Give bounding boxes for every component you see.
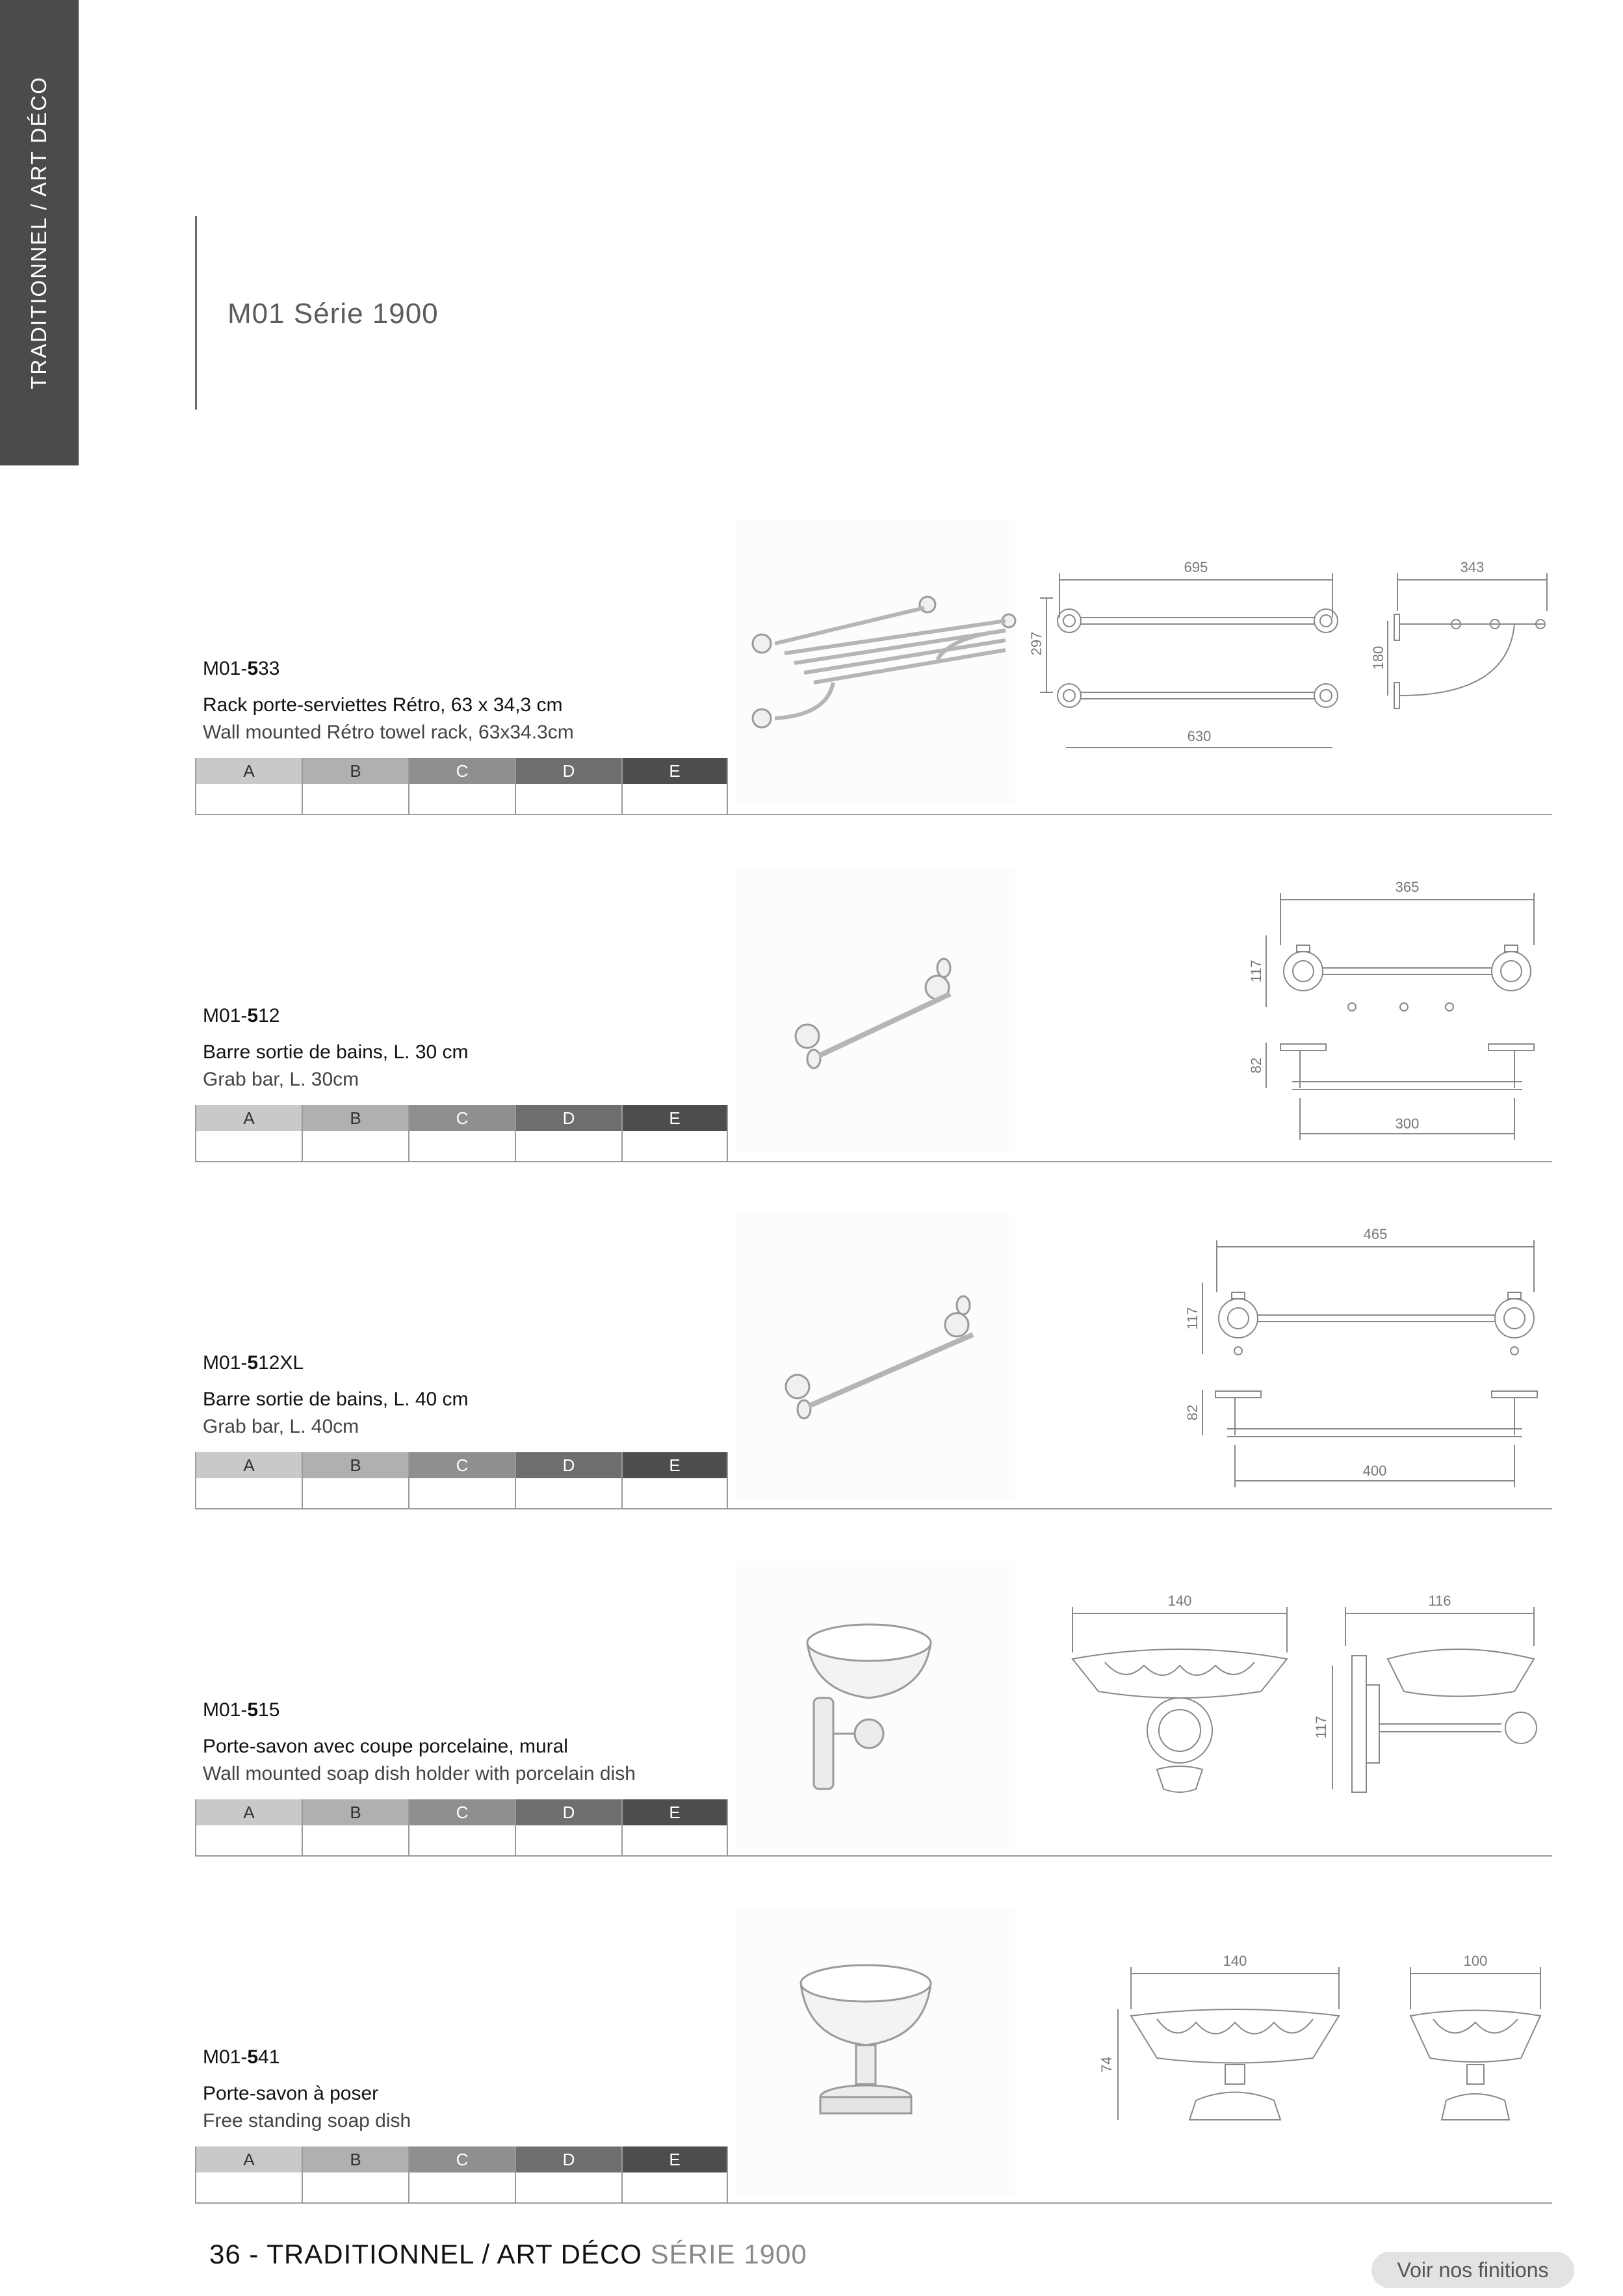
product-m01-512	[195, 867, 1552, 1212]
dim-bar-length: 630	[1187, 728, 1212, 744]
product-code: M01-533	[203, 658, 280, 679]
side-category-tab	[0, 0, 79, 465]
finish-table	[195, 2146, 728, 2204]
product-m01-515	[195, 1561, 1552, 1906]
finish-table	[195, 1105, 728, 1162]
dim-side-height: 180	[1370, 646, 1386, 670]
finish-col-e: E	[623, 1799, 727, 1825]
product-name-fr: Barre sortie de bains, L. 40 cm	[203, 1389, 469, 1410]
technical-drawing	[1184, 1221, 1553, 1513]
title-rule	[195, 216, 197, 410]
finish-col-b: B	[303, 1105, 408, 1131]
dim-width: 465	[1363, 1226, 1388, 1242]
dim-width: 365	[1395, 879, 1420, 895]
dim-width: 140	[1167, 1593, 1192, 1609]
dim-depth: 82	[1248, 1057, 1264, 1074]
product-name-en: Grab bar, L. 30cm	[203, 1069, 359, 1090]
dim-width: 695	[1184, 559, 1208, 575]
product-name-en: Wall mounted soap dish holder with porcelain dish	[203, 1763, 636, 1784]
finish-col-b: B	[303, 1799, 408, 1825]
finish-col-e: E	[623, 1452, 727, 1478]
finish-col-c: C	[409, 1105, 515, 1131]
product-code: M01-541	[203, 2046, 280, 2068]
view-finishes-button[interactable]: Voir nos finitions	[1371, 2252, 1574, 2288]
side-category-label: TRADITIONNEL / ART DÉCO	[27, 76, 51, 389]
finish-col-c: C	[409, 758, 515, 784]
dim-height: 117	[1184, 1307, 1201, 1330]
product-name-fr: Barre sortie de bains, L. 30 cm	[203, 1041, 469, 1063]
technical-drawing	[1066, 1594, 1553, 1860]
finish-col-d: D	[516, 1799, 621, 1825]
dim-depth: 100	[1463, 1953, 1488, 1969]
dim-height: 74	[1098, 2056, 1115, 2073]
finish-col-e: E	[623, 758, 727, 784]
product-name-fr: Rack porte-serviettes Rétro, 63 x 34,3 cm	[203, 694, 563, 716]
finish-col-a: A	[196, 2146, 302, 2172]
product-m01-533	[195, 520, 1552, 865]
footer-page-label: 36 - TRADITIONNEL / ART DÉCO SÉRIE 1900	[209, 2239, 807, 2269]
finish-col-d: D	[516, 2146, 621, 2172]
finish-table	[195, 1799, 728, 1857]
product-name-en: Wall mounted Rétro towel rack, 63x34.3cm	[203, 722, 574, 743]
finish-col-c: C	[409, 1799, 515, 1825]
finish-col-a: A	[196, 1799, 302, 1825]
product-m01-512xl	[195, 1214, 1552, 1559]
dim-depth: 343	[1460, 559, 1485, 575]
product-name-en: Free standing soap dish	[203, 2110, 411, 2132]
finish-col-e: E	[623, 2146, 727, 2172]
finish-table	[195, 758, 728, 815]
product-name-fr: Porte-savon à poser	[203, 2083, 379, 2104]
technical-drawing	[1079, 1948, 1553, 2208]
dim-width: 140	[1223, 1953, 1247, 1969]
technical-drawing	[1235, 874, 1553, 1166]
technical-drawing	[1028, 559, 1553, 819]
finish-col-c: C	[409, 2146, 515, 2172]
dim-depth: 116	[1428, 1593, 1451, 1609]
finish-col-a: A	[196, 758, 302, 784]
product-photo	[736, 1214, 1015, 1500]
series-title: M01 Série 1900	[227, 298, 439, 330]
product-code: M01-515	[203, 1699, 280, 1721]
product-photo	[736, 867, 1015, 1153]
finish-table	[195, 1452, 728, 1509]
dim-bar-length: 400	[1362, 1463, 1387, 1479]
product-m01-541	[195, 1909, 1552, 2253]
finish-col-b: B	[303, 2146, 408, 2172]
product-photo	[736, 1561, 1015, 1847]
dim-bar-length: 300	[1395, 1115, 1420, 1132]
finish-col-d: D	[516, 758, 621, 784]
finish-col-e: E	[623, 1105, 727, 1131]
finish-col-d: D	[516, 1452, 621, 1478]
product-name-fr: Porte-savon avec coupe porcelaine, mural	[203, 1736, 568, 1757]
dim-height: 117	[1248, 959, 1264, 983]
finish-col-a: A	[196, 1452, 302, 1478]
product-photo	[736, 520, 1015, 806]
product-photo	[736, 1909, 1015, 2195]
finish-col-d: D	[516, 1105, 621, 1131]
finish-col-b: B	[303, 1452, 408, 1478]
product-code: M01-512XL	[203, 1352, 304, 1374]
finish-col-a: A	[196, 1105, 302, 1131]
product-name-en: Grab bar, L. 40cm	[203, 1416, 359, 1437]
dim-depth: 82	[1184, 1404, 1201, 1421]
product-code: M01-512	[203, 1005, 280, 1026]
finish-col-b: B	[303, 758, 408, 784]
dim-height: 297	[1028, 631, 1045, 656]
finish-col-c: C	[409, 1452, 515, 1478]
dim-height: 117	[1313, 1715, 1329, 1739]
